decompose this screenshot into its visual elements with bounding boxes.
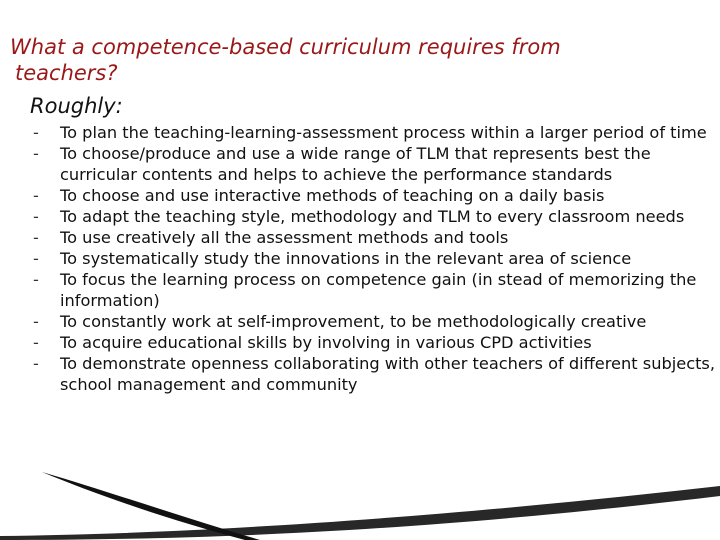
list-item: - To systematically study the innovations in the relevant area of science xyxy=(30,248,720,269)
slide-subtitle: Roughly: xyxy=(30,94,123,118)
slide-title-line2: teachers? xyxy=(15,61,118,85)
list-item: - To use creatively all the assessment methods and tools xyxy=(30,227,720,248)
list-item: - To adapt the teaching style, methodology and TLM to every classroom needs xyxy=(30,206,720,227)
list-item: - To choose/produce and use a wide range of TLM that represents best the curricular contents and helps to achieve the performance standards xyxy=(30,143,720,185)
list-item: - To acquire educational skills by involving in various CPD activities xyxy=(30,332,720,353)
list-item: - To choose and use interactive methods of teaching on a daily basis xyxy=(30,185,720,206)
slide-title-line1: What a competence-based curriculum requires from xyxy=(10,35,561,59)
list-item: - To plan the teaching-learning-assessment process within a larger period of time xyxy=(30,122,720,143)
list-item: - To constantly work at self-improvement, to be methodologically creative xyxy=(30,311,720,332)
list-item: - To focus the learning process on competence gain (in stead of memorizing the information) xyxy=(30,269,720,311)
list-item: - To demonstrate openness collaborating with other teachers of different subjects, school management and community xyxy=(30,353,720,395)
